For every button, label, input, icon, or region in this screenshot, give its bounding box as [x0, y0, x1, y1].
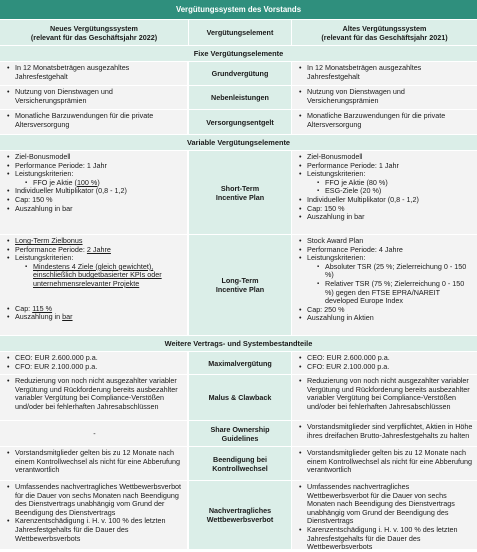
grund-label: Grundvergütung	[189, 62, 291, 85]
list-item	[15, 170, 183, 187]
section-fixed: Fixe Vergütungselemente	[0, 46, 477, 62]
column-header-row	[0, 20, 477, 46]
header-new-system-text: Neues Vergütungssystem (relevant für das Geschäftsjahr 2022)	[30, 23, 158, 42]
list-item: • Reduzierung von noch nicht ausgezahlter variabler Vergütung und Rückforderung bereits ausbezahlter variabler Vergütung bei Compliance-Verstößen und/oder bei fehlerhaften Jahresabschlüssen	[307, 377, 473, 411]
malus-label: Malus & Clawback	[189, 375, 291, 420]
criteria-text-end: )	[97, 177, 100, 187]
list-item: ▪ FFO je Aktie (80 %)	[325, 179, 473, 188]
grund-new-cell	[0, 62, 188, 85]
list-item: • Umfassendes nachvertragliches Wettbewerbsverbot für die Dauer von sechs Monaten nach Beendigung des Dienstvertrags unabhängig vom Grund der Beendigung des Dienstvertrags	[307, 483, 473, 526]
versorgung-label: Versorgungsentgelt	[189, 110, 291, 134]
row-malus-clawback	[0, 375, 477, 421]
stip-label	[189, 151, 291, 234]
row-versorgungsentgelt	[0, 110, 477, 135]
list-item: ▪ Mindestens 4 Ziele (gleich gewichtet), einschließlich budgetbasierter KPIs oder unternehmensrelevanter Projekte	[33, 263, 183, 289]
list-item: • Reduzierung von noch nicht ausgezahlter variabler Vergütung und Rückforderung bereits ausbezahlter variabler Vergütung bei Compliance-Verstößen und/oder bei fehlerhaften Jahresabschlüssen	[15, 377, 183, 411]
neben-label: Nebenleistungen	[189, 86, 291, 109]
list-item: • Cap: 150 %	[15, 196, 183, 205]
row-stip	[0, 151, 477, 235]
list-item: • CFO: EUR 2.100.000 p.a.	[307, 363, 473, 372]
beendigung-label-text: Beendigung bei Kontrollwechsel	[212, 454, 268, 473]
list-item: • Performance Periode: 4 Jahre	[307, 246, 473, 255]
list-item: • Monatliche Barzuwendungen für die private Altersversorgung	[15, 112, 183, 129]
list-item: • Individueller Multiplikator (0,8 - 1,2)	[15, 187, 183, 196]
row-nebenleistungen	[0, 86, 477, 110]
ltip-old-cell	[292, 235, 477, 335]
list-item	[307, 254, 473, 306]
list-item: ▪ Absoluter TSR (25 %; Zielerreichung 0 - 150 %)	[325, 263, 473, 280]
criteria-label: Leistungskriterien:	[15, 253, 74, 263]
list-item	[307, 170, 473, 196]
list-item: • In 12 Monatsbeträgen ausgezahltes Jahresfestgehalt	[15, 64, 183, 81]
list-item: • Individueller Multiplikator (0,8 - 1,2)	[307, 196, 473, 205]
header-old-system	[292, 20, 477, 45]
maxv-label: Maximalvergütung	[189, 352, 291, 374]
versorgung-new-cell	[0, 110, 188, 134]
list-item: • Cap: 250 %	[307, 306, 473, 315]
list-item: • Auszahlung in bar	[15, 205, 183, 214]
list-item: • Auszahlung in bar	[307, 213, 473, 222]
list-item: • Monatliche Barzuwendungen für die private Altersversorgung	[307, 112, 473, 129]
row-beendigung	[0, 447, 477, 481]
row-grundverguetung	[0, 62, 477, 86]
list-item: • Performance Periode: 1 Jahr	[15, 162, 183, 171]
maxv-new-cell	[0, 352, 188, 374]
list-item: • Nutzung von Dienstwagen und Versicherungsprämien	[307, 88, 473, 105]
list-item: • Vorstandsmitglieder gelten bis zu 12 Monate nach einem Kontrollwechsel als nicht für eine Abberufung verantwortlich	[15, 449, 183, 475]
list-item	[15, 254, 183, 288]
criteria-label: Leistungskriterien:	[307, 253, 366, 263]
ltip-label	[189, 235, 291, 335]
grund-old-cell	[292, 62, 477, 85]
list-item: ▪ ESG-Ziele (20 %)	[325, 187, 473, 196]
share-new-cell	[0, 421, 188, 446]
list-item: • Ziel-Bonusmodell	[15, 153, 183, 162]
criteria-label: Leistungskriterien:	[307, 169, 366, 179]
list-item	[15, 313, 183, 322]
share-new-dash: -	[93, 428, 96, 438]
maxv-old-cell	[292, 352, 477, 374]
list-item: • Ziel-Bonusmodell	[307, 153, 473, 162]
share-label-text: Share Ownership Guidelines	[210, 424, 270, 443]
neben-old-cell	[292, 86, 477, 109]
list-item: • Cap: 150 %	[307, 205, 473, 214]
ltip-label-text: Long-Term Incentive Plan	[215, 276, 265, 294]
row-wettbewerbsverbot	[0, 481, 477, 552]
list-item: • Long-Term Zielbonus	[15, 237, 183, 246]
share-old-cell	[292, 421, 477, 446]
criteria-label: Leistungskriterien:	[15, 169, 74, 179]
list-item: • In 12 Monatsbeträgen ausgezahltes Jahresfestgehalt	[307, 64, 473, 81]
section-variable: Variable Vergütungselemente	[0, 135, 477, 151]
wettbewerb-label	[189, 481, 291, 549]
row-maximalverguetung	[0, 352, 477, 375]
list-item: • Karenzentschädigung i. H. v. 100 % des letzten Jahresfestgehalts für die Dauer des Wettbewerbsverbots	[15, 517, 183, 543]
section-further: Weitere Vertrags- und Systembestandteile	[0, 336, 477, 352]
malus-new-cell	[0, 375, 188, 420]
header-old-system-text: Altes Vergütungssystem (relevant für das Geschäftsjahr 2021)	[321, 23, 448, 42]
cap-value: 115 %	[32, 303, 53, 313]
list-item: • CEO: EUR 2.600.000 p.a.	[307, 354, 473, 363]
share-label	[189, 421, 291, 446]
wettbewerb-label-text: Nachvertragliches Wettbewerbsverbot	[206, 506, 274, 524]
list-item: • Stock Award Plan	[307, 237, 473, 246]
wettbewerb-new-cell	[0, 481, 188, 549]
criteria-text: FFO je Aktie (	[33, 177, 77, 187]
list-item: • Performance Periode: 1 Jahr	[307, 162, 473, 171]
stip-new-cell	[0, 151, 188, 234]
cap-label: Cap:	[15, 303, 33, 313]
beendigung-new-cell	[0, 447, 188, 480]
list-item: • Auszahlung in Aktien	[307, 314, 473, 323]
malus-old-cell	[292, 375, 477, 420]
period-value: 2 Jahre	[86, 244, 111, 254]
period-label: Performance Periode:	[15, 244, 87, 254]
list-item: • Vorstandsmitglieder sind verpflichtet, Aktien in Höhe ihres dreifachen Brutto-Jahresfestgehalts zu halten	[307, 423, 473, 440]
payout-value: bar	[62, 312, 73, 322]
versorgung-old-cell	[292, 110, 477, 134]
payout-label: Auszahlung in	[15, 312, 63, 322]
list-item: • CEO: EUR 2.600.000 p.a.	[15, 354, 183, 363]
ltip-new-cell	[0, 235, 188, 335]
stip-old-cell	[292, 151, 477, 234]
header-element-text: Vergütungselement	[206, 28, 274, 37]
list-item: • Karenzentschädigung i. H. v. 100 % des letzten Jahresfestgehalts für die Dauer des Wettbewerbsverbots	[307, 526, 473, 552]
row-share-ownership	[0, 421, 477, 447]
criteria-weight-changed: 100 %	[76, 177, 98, 187]
header-new-system	[0, 20, 188, 45]
header-element	[189, 20, 291, 45]
row-ltip	[0, 235, 477, 336]
list-item: • Nutzung von Dienstwagen und Versicherungsprämien	[15, 88, 183, 105]
list-item: ▪ Relativer TSR (75 %; Zielerreichung 0 - 150 %) gegen den FTSE EPRA/NAREIT developed Europe Index	[325, 280, 473, 306]
beendigung-old-cell	[292, 447, 477, 480]
stip-label-text: Short-Term Incentive Plan	[215, 183, 265, 202]
table-title: Vergütungssystem des Vorstands	[0, 0, 477, 20]
wettbewerb-old-cell	[292, 481, 477, 552]
list-item: • Vorstandsmitglieder gelten bis zu 12 Monate nach einem Kontrollwechsel als nicht für eine Abberufung verantwortlich	[307, 449, 473, 475]
neben-new-cell	[0, 86, 188, 109]
list-item: • Umfassendes nachvertragliches Wettbewerbsverbot für die Dauer von sechs Monaten nach Beendigung des Dienstvertrags unabhängig vom Grund der Beendigung des Dienstvertrags	[15, 483, 183, 517]
list-item: • CFO: EUR 2.100.000 p.a.	[15, 363, 183, 372]
beendigung-label	[189, 447, 291, 480]
